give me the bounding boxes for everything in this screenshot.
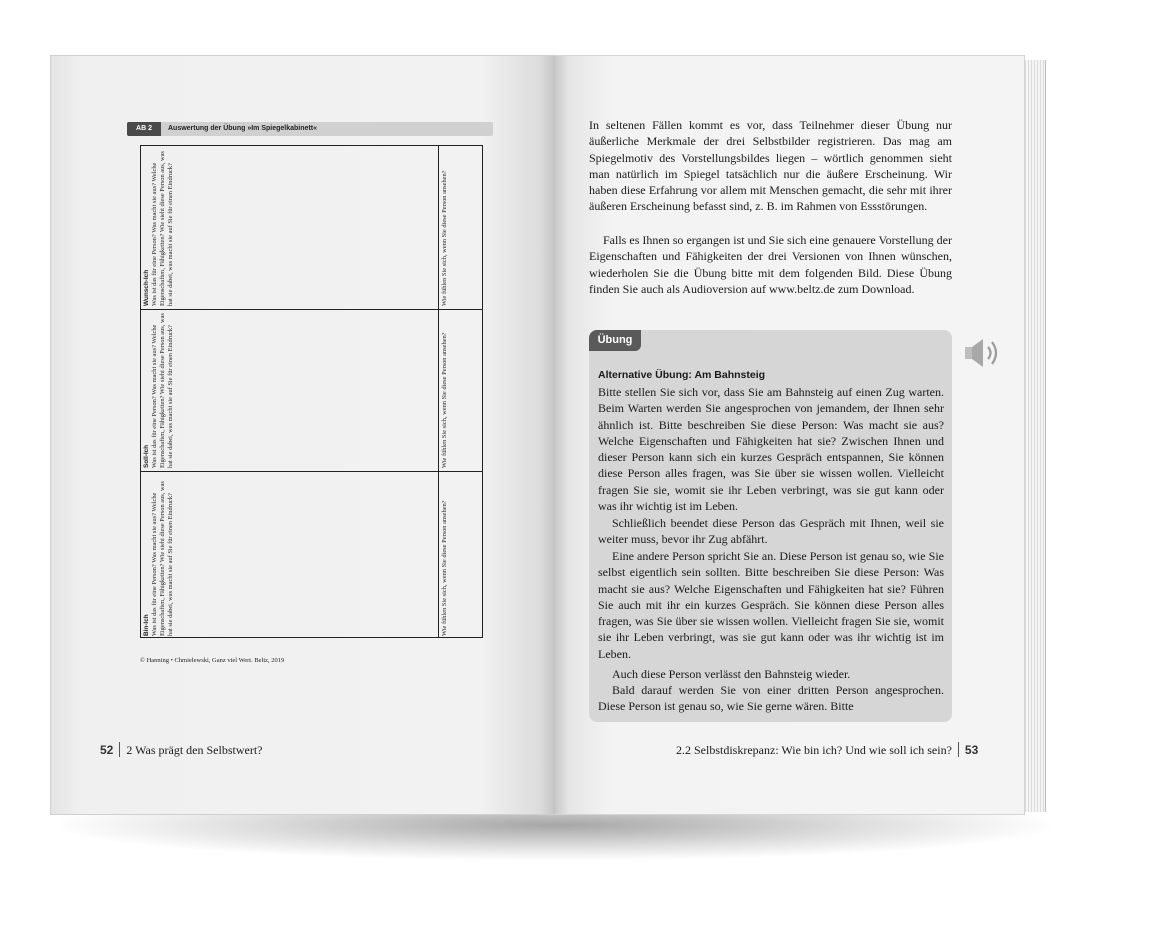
worksheet-table	[140, 145, 483, 638]
copyright-note: © Hanning • Chmielewski, Ganz viel Wert. Beltz, 2019	[140, 657, 285, 664]
right-page-footer	[676, 742, 978, 758]
table-footer-bin-ich: Wie fühlen Sie sich, wenn Sie diese Person ansehen?	[441, 500, 448, 636]
exercise-paragraph: Bald darauf werden Sie von einer dritten Person angesprochen. Diese Person ist genau so, wie Sie gerne wären. Bitte	[598, 683, 944, 714]
exercise-heading: Alternative Übung: Am Bahnsteig	[598, 369, 766, 381]
worksheet-tag: AB 2	[127, 122, 161, 136]
page-edges	[1025, 60, 1046, 812]
cell-prompt: Was ist das für eine Person? Was macht sie aus? Welche Eigenschaften, Fähigkeiten? Wie sieht diese Person aus, was hat sie dabei, was macht sie auf Sie für einen Eindruck?	[151, 313, 174, 468]
table-cell-wunsch-ich	[143, 151, 175, 306]
body-paragraph: In seltenen Fällen kommt es vor, dass Teilnehmer dieser Übung nur äußerliche Merkmale der drei Selbstbilder registrieren. Das mag am Spiegelmotiv des Vorstellungsbildes liegen – wörtlich genommen sieht man natürlich im Spiegel tatsächlich nur die äußere Erscheinung. Wir haben diese Erfahrung vor allem mit Menschen gemacht, die sehr mit ihrer äußeren Erscheinung befasst sind, z. B. im Rahmen von Essstörungen.	[589, 118, 952, 214]
table-cell-soll-ich	[143, 313, 175, 468]
page-number: 52	[100, 743, 114, 757]
footer-divider	[119, 742, 120, 757]
page-number: 53	[964, 743, 979, 757]
worksheet-title: Auswertung der Übung »Im Spiegelkabinett«	[168, 125, 317, 132]
exercise-paragraph: Eine andere Person spricht Sie an. Diese Person ist genau so, wie Sie selbst eigentlich sein sollten. Bitte beschreiben Sie diese Person: Was macht sie aus? Welche Eigenschaften und Fähigkeiten hat sie? Führen Sie auch mit ihr ein kurzes Gespräch. Sie können diese Person alles fragen, was Sie über sie wissen wollen. Vielleicht fragen Sie sie, womit sie ihr Leben verbringt, was sie gut kann oder was ihr wichtig ist im Leben.	[598, 549, 944, 661]
running-head: 2 Was prägt den Selbstwert?	[126, 743, 263, 757]
table-divider	[141, 309, 482, 310]
footer-divider	[958, 742, 959, 757]
table-divider	[438, 146, 439, 637]
body-paragraph: Falls es Ihnen so ergangen ist und Sie sich eine genauere Vorstellung der Eigenschaften und Fähigkeiten der drei Versionen von Ihnen wünschen, wiederholen Sie die Übung bitte mit dem folgenden Bild. Diese Übung finden Sie auch als Audioversion auf www.beltz.de zum Download.	[589, 233, 952, 296]
cell-prompt: Was ist das für eine Person? Was macht sie aus? Welche Eigenschaften, Fähigkeiten? Wie sieht diese Person aus, was hat sie dabei, was macht sie auf Sie für einen Eindruck?	[151, 151, 174, 306]
table-divider	[141, 471, 482, 472]
exercise-paragraph: Bitte stellen Sie sich vor, dass Sie am Bahnsteig auf einen Zug warten. Beim Warten werden Sie angesprochen von jemandem, der Ihnen sehr ähnlich ist. Bitte beschreiben Sie diese Person: Was macht sie aus? Welche Eigenschaften und Fähigkeiten hat sie? Zwischen Ihnen und dieser Person kann sich ein kurzes Gespräch entspannen, Sie können diese Person alles fragen, was Sie über sie wissen wollen. Vielleicht fragen Sie sie, womit sie ihr Leben verbringt, was sie gut kann oder was ihr wichtig ist im Leben.	[598, 385, 944, 514]
column-label-wunsch-ich: Wunsch-Ich	[143, 269, 150, 306]
running-head: 2.2 Selbstdiskrepanz: Wie bin ich? Und wie soll ich sein?	[676, 743, 952, 757]
column-label-soll-ich: Soll-Ich	[143, 444, 150, 468]
column-label-bin-ich: Bin-Ich	[143, 614, 150, 636]
exercise-paragraph: Schließlich beendet diese Person das Gespräch mit Ihnen, weil sie weiter muss, bevor ihr Zug abfährt.	[598, 516, 944, 547]
table-footer-soll-ich: Wie fühlen Sie sich, wenn Sie diese Person ansehen?	[441, 332, 448, 468]
cell-prompt: Was ist das für eine Person? Was macht sie aus? Welche Eigenschaften, Fähigkeiten? Wie sieht diese Person aus, was hat sie dabei, was macht sie auf Sie für einen Eindruck?	[151, 481, 174, 636]
exercise-box-tab: Übung	[589, 330, 641, 351]
table-footer-wunsch-ich: Wie fühlen Sie sich, wenn Sie diese Person ansehen?	[441, 170, 448, 306]
table-cell-bin-ich	[143, 481, 175, 636]
exercise-paragraph: Auch diese Person verlässt den Bahnsteig wieder.	[612, 667, 851, 681]
left-page-footer	[100, 742, 262, 758]
speaker-icon	[963, 337, 1003, 369]
